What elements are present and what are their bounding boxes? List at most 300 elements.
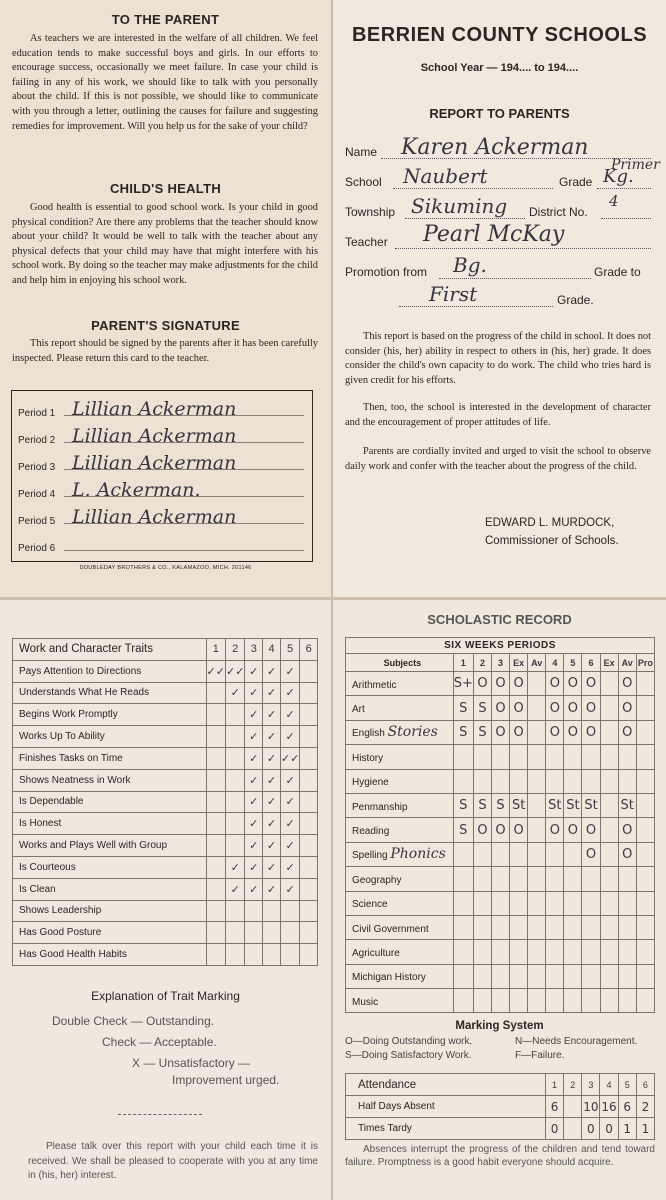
trait-mark: ✓ (245, 769, 263, 791)
signature: Lillian Ackerman (72, 398, 237, 420)
grade-cell (636, 891, 654, 915)
signature-text: This report should be signed by the parents after it has been carefully inspected. Please return this card to the teacher. (12, 338, 318, 364)
health-text: Good health is essential to good school work. Is your child in good physical condition? Are there any problems that the teacher should know about your child? It would be well to talk with the teacher about any physical defects that your child may have that might interfere with his school work. By doing so the teacher may make adjustments for the child and help him in enjoying his school work. (12, 202, 318, 286)
subject-name: English (352, 728, 385, 740)
period-label: Period 1 (18, 408, 56, 419)
grade-note: Primer (611, 157, 660, 173)
grade-cell (636, 867, 654, 891)
attendance-value: 16 (600, 1096, 618, 1118)
grade-cell: S (453, 720, 473, 744)
township-label: Township (345, 205, 396, 219)
trait-name: Understands What He Reads (13, 682, 207, 704)
trait-name: Works Up To Ability (13, 726, 207, 748)
promotion-to: First (429, 282, 478, 306)
trait-mark: ✓ (263, 813, 281, 835)
grade-cell (453, 964, 473, 988)
trait-mark (225, 944, 244, 966)
school-line (393, 188, 553, 189)
trait-mark (245, 900, 263, 922)
trait-row (13, 878, 318, 900)
attendance-value: 0 (582, 1118, 600, 1140)
grade-cell (528, 720, 546, 744)
grade-cell (636, 793, 654, 817)
grade-cell (473, 964, 491, 988)
grade-cell: O (564, 818, 582, 842)
grade-column-header: Pro (636, 654, 654, 672)
period-label: Period 5 (18, 516, 56, 527)
grade-cell (600, 964, 618, 988)
period-column-header: 4 (263, 639, 281, 661)
attendance-column-header: 3 (582, 1074, 600, 1096)
grade-cell (546, 891, 564, 915)
traits-table (12, 638, 318, 966)
period-column-header: 1 (206, 639, 225, 661)
explanation-x: X — Unsatisfactory — (132, 1056, 251, 1070)
grade-cell (564, 745, 582, 769)
grade-cell: O (492, 720, 510, 744)
attendance-label: Times Tardy (346, 1118, 546, 1140)
grade-cell: O (564, 672, 582, 696)
scholastic-title: SCHOLASTIC RECORD (427, 612, 572, 627)
subject-row (346, 915, 655, 939)
grade-cell: O (510, 818, 528, 842)
trait-mark (300, 769, 318, 791)
grade-cell (492, 891, 510, 915)
traits-footer: Please talk over this report with your child each time it is received. We shall be pleased to cooperate with you at any time in (his, her) interest. (28, 1141, 318, 1182)
trait-mark (300, 704, 318, 726)
grade-cell (636, 940, 654, 964)
explanation-check: Check — Acceptable. (102, 1035, 217, 1049)
grade-cell (492, 842, 510, 866)
grade-cell: St (564, 793, 582, 817)
trait-mark: ✓✓ (225, 660, 244, 682)
subject-row (346, 964, 655, 988)
grade-cell: O (582, 696, 600, 720)
signature-row (12, 476, 312, 503)
attendance-column-header: 4 (600, 1074, 618, 1096)
subject-name: Agriculture (352, 947, 400, 959)
trait-mark (263, 944, 281, 966)
district-line (601, 218, 651, 219)
trait-mark (300, 922, 318, 944)
attendance-value (564, 1096, 582, 1118)
trait-row (13, 769, 318, 791)
grade-column-header: 3 (492, 654, 510, 672)
grade-cell (618, 964, 636, 988)
attendance-header: Attendance (346, 1074, 546, 1096)
subjects-header: Subjects (346, 654, 454, 672)
grade-cell (510, 745, 528, 769)
trait-row (13, 682, 318, 704)
attendance-header-row (346, 1074, 655, 1096)
period-label: Period 6 (18, 543, 56, 554)
grade-cell: O (492, 672, 510, 696)
trait-mark: ✓ (263, 660, 281, 682)
grade-cell (600, 867, 618, 891)
grade-cell (564, 769, 582, 793)
teacher-label: Teacher (345, 235, 388, 249)
trait-mark: ✓✓ (206, 660, 225, 682)
trait-mark (206, 704, 225, 726)
grade-cell (528, 915, 546, 939)
trait-mark (225, 704, 244, 726)
grade-to-label: Grade to (594, 265, 641, 279)
cover-panel (333, 0, 666, 597)
grade-cell (564, 915, 582, 939)
trait-mark: ✓ (263, 747, 281, 769)
subject-name: Michigan History (352, 972, 426, 984)
grade-cell (473, 940, 491, 964)
trait-mark: ✓ (245, 878, 263, 900)
subject-cell (346, 891, 454, 915)
trait-mark (280, 944, 299, 966)
signature-row (12, 530, 312, 557)
attendance-column-header: 1 (545, 1074, 563, 1096)
trait-mark: ✓ (280, 704, 299, 726)
attendance-column-header: 6 (636, 1074, 654, 1096)
subject-cell (346, 769, 454, 793)
subject-cell (346, 696, 454, 720)
grade-cell (492, 964, 510, 988)
grade-cell (600, 915, 618, 939)
grade-cell (473, 891, 491, 915)
trait-row (13, 791, 318, 813)
trait-mark: ✓ (280, 682, 299, 704)
signature-line (64, 550, 304, 551)
grade-cell: O (546, 696, 564, 720)
trait-row (13, 944, 318, 966)
grade-cell (546, 964, 564, 988)
subject-row (346, 696, 655, 720)
subject-row (346, 793, 655, 817)
grade-cell (582, 915, 600, 939)
trait-mark (300, 660, 318, 682)
grade-cell (564, 842, 582, 866)
to-parent-text: As teachers we are interested in the welfare of all children. We feel education tends to make successful boys and girls. In our efforts to encourage success, occasionally we meet failure. In case your child is failing in any of his work, we should like to talk with you personally about the child. If this is not possible, we should like to communicate with you through a letter, outlining the causes for failure and suggesting remedies for improvement. Will you help us for the sake of your child? (12, 33, 318, 132)
attendance-value: 0 (600, 1118, 618, 1140)
grade-cell (473, 867, 491, 891)
subject-row (346, 940, 655, 964)
grade-cell (528, 745, 546, 769)
grade-cell (510, 891, 528, 915)
trait-mark (206, 769, 225, 791)
explanation-double-check: Double Check — Outstanding. (52, 1014, 215, 1028)
subject-cell (346, 720, 454, 744)
trait-row (13, 835, 318, 857)
grade-cell (528, 867, 546, 891)
grade-cell (473, 989, 491, 1013)
grade-cell: St (546, 793, 564, 817)
grade-cell: O (618, 842, 636, 866)
grade-cell (528, 964, 546, 988)
trait-mark (225, 813, 244, 835)
attendance-value: 2 (636, 1096, 654, 1118)
subject-row (346, 720, 655, 744)
grade-cell (618, 940, 636, 964)
grade-cell (453, 745, 473, 769)
grade-cell (582, 891, 600, 915)
grade-cell (636, 672, 654, 696)
trait-name: Has Good Health Habits (13, 944, 207, 966)
explanation-improvement: Improvement urged. (172, 1073, 280, 1087)
trait-row (13, 660, 318, 682)
grade-cell (473, 745, 491, 769)
period-column-header: 5 (280, 639, 299, 661)
grade-cell (564, 891, 582, 915)
grade-column-header: Av (618, 654, 636, 672)
grade-cell: O (618, 720, 636, 744)
teacher-value: Pearl McKay (423, 222, 565, 247)
trait-mark: ✓ (263, 791, 281, 813)
grade-cell (510, 842, 528, 866)
grade-cell: O (492, 818, 510, 842)
grade-cell (492, 867, 510, 891)
trait-mark: ✓ (263, 682, 281, 704)
trait-name: Shows Neatness in Work (13, 769, 207, 791)
grade-cell (582, 989, 600, 1013)
grade-cell: O (473, 672, 491, 696)
trait-mark (245, 922, 263, 944)
subject-name: Hygiene (352, 777, 389, 789)
trait-mark (225, 922, 244, 944)
grade-cell (528, 696, 546, 720)
period-column-header: 2 (225, 639, 244, 661)
trait-mark (300, 813, 318, 835)
subject-note: Phonics (390, 846, 446, 863)
trait-mark: ✓ (245, 813, 263, 835)
cover-para-3: Parents are cordially invited and urged to visit the school to observe daily work and confer with the teacher about the progress of the child. (345, 446, 651, 472)
grade-cell: O (582, 842, 600, 866)
attendance-row (346, 1096, 655, 1118)
grade-cell (564, 964, 582, 988)
mark-needs-encouragement: N—Needs Encouragement. (515, 1036, 638, 1047)
grade-column-header: 1 (453, 654, 473, 672)
trait-mark (206, 856, 225, 878)
grade-cell: St (618, 793, 636, 817)
grade-cell (618, 989, 636, 1013)
grade-cell (510, 915, 528, 939)
grade-cell: S (473, 696, 491, 720)
grade-cell (453, 867, 473, 891)
subject-cell (346, 745, 454, 769)
grade-cell: S (473, 793, 491, 817)
district-label: District No. (529, 205, 588, 219)
trait-name: Is Courteous (13, 856, 207, 878)
period-column-header: 6 (300, 639, 318, 661)
attendance-row (346, 1118, 655, 1140)
trait-mark: ✓ (225, 878, 244, 900)
trait-mark: ✓ (280, 791, 299, 813)
township-line (405, 218, 525, 219)
trait-mark (245, 944, 263, 966)
grade-cell: O (564, 696, 582, 720)
trait-mark: ✓ (245, 682, 263, 704)
teacher-line (395, 248, 651, 249)
grade-cell (582, 769, 600, 793)
grade-cell (618, 915, 636, 939)
trait-mark (225, 769, 244, 791)
grade-cell (564, 940, 582, 964)
trait-row (13, 726, 318, 748)
grade-column-header: 4 (546, 654, 564, 672)
mark-satisfactory: S—Doing Satisfactory Work. (345, 1050, 472, 1061)
trait-row (13, 813, 318, 835)
grade-cell (600, 940, 618, 964)
signature-title: PARENT'S SIGNATURE (91, 318, 240, 333)
grade-line (597, 188, 651, 189)
signature: L. Ackerman. (72, 479, 201, 501)
commissioner-name: EDWARD L. MURDOCK, (485, 517, 615, 529)
subject-row (346, 745, 655, 769)
trait-mark (206, 726, 225, 748)
grade-cell (528, 842, 546, 866)
trait-mark: ✓ (245, 726, 263, 748)
attendance-column-header: 5 (618, 1074, 636, 1096)
cover-para-2: Then, too, the school is interested in the development of character and the encouragement of proper attitudes of life. (345, 402, 651, 428)
to-parent-title: TO THE PARENT (111, 12, 220, 27)
subject-row (346, 891, 655, 915)
grade-cell (492, 989, 510, 1013)
grade-cell (453, 842, 473, 866)
trait-mark: ✓ (263, 726, 281, 748)
grade-cell (546, 745, 564, 769)
grade-cell (618, 769, 636, 793)
trait-mark: ✓ (280, 769, 299, 791)
grade-column-header: 6 (582, 654, 600, 672)
promotion-label: Promotion from (345, 265, 428, 279)
trait-mark: ✓ (263, 856, 281, 878)
grade-cell (528, 793, 546, 817)
subject-name: Art (352, 704, 365, 716)
trait-mark (206, 878, 225, 900)
grade-column-header: Ex (600, 654, 618, 672)
grade-cell (618, 867, 636, 891)
grade-cell: O (618, 696, 636, 720)
trait-mark (206, 747, 225, 769)
printer-imprint: DOUBLEDAY BROTHERS & CO., KALAMAZOO, MICH. 201146 (79, 565, 252, 571)
subject-row (346, 818, 655, 842)
grade-cell (582, 940, 600, 964)
trait-mark: ✓ (263, 704, 281, 726)
report-title: REPORT TO PARENTS (429, 106, 570, 121)
grade-cell (582, 964, 600, 988)
trait-name: Shows Leadership (13, 900, 207, 922)
signature: Lillian Ackerman (72, 425, 237, 447)
signature-row (12, 503, 312, 530)
trait-mark (300, 856, 318, 878)
subject-cell (346, 867, 454, 891)
grade-cell (492, 940, 510, 964)
trait-mark: ✓ (245, 856, 263, 878)
grade-cell (546, 915, 564, 939)
grade-cell: O (473, 818, 491, 842)
grade-cell (600, 842, 618, 866)
subject-name: History (352, 752, 384, 764)
trait-mark: ✓ (263, 769, 281, 791)
grade-cell (600, 720, 618, 744)
trait-mark (263, 900, 281, 922)
grade-cell (564, 867, 582, 891)
trait-mark: ✓ (245, 747, 263, 769)
promotion-line (439, 278, 591, 279)
trait-mark: ✓ (280, 856, 299, 878)
grade-cell: S (492, 793, 510, 817)
period-column-header: 3 (245, 639, 263, 661)
grade-cell (564, 989, 582, 1013)
trait-mark: ✓ (263, 835, 281, 857)
subject-cell (346, 818, 454, 842)
grade-cell (636, 964, 654, 988)
grade-cell (510, 867, 528, 891)
trait-mark: ✓ (245, 660, 263, 682)
grade-cell: S+ (453, 672, 473, 696)
trait-mark (206, 682, 225, 704)
grade-cell (636, 745, 654, 769)
commissioner-title: Commissioner of Schools. (485, 535, 619, 547)
trait-mark (206, 813, 225, 835)
trait-name: Pays Attention to Directions (13, 660, 207, 682)
subject-row (346, 842, 655, 866)
trait-mark (225, 726, 244, 748)
grade-column-header: 5 (564, 654, 582, 672)
grade-cell (510, 769, 528, 793)
grade-cell (473, 915, 491, 939)
attendance-label: Half Days Absent (346, 1096, 546, 1118)
grade-cell (453, 891, 473, 915)
grade-cell: St (510, 793, 528, 817)
trait-mark (300, 878, 318, 900)
grade-cell (600, 672, 618, 696)
periods-title-row (346, 638, 655, 654)
grade-cell (582, 745, 600, 769)
promotion-to-line (399, 306, 553, 307)
attendance-value: 1 (618, 1118, 636, 1140)
trait-mark: ✓ (280, 813, 299, 835)
grade-cell (600, 696, 618, 720)
grade-cell (510, 989, 528, 1013)
grade-cell (546, 867, 564, 891)
grade-cell: O (510, 672, 528, 696)
grade-cell: O (618, 818, 636, 842)
trait-name: Works and Plays Well with Group (13, 835, 207, 857)
periods-title: SIX WEEKS PERIODS (346, 638, 655, 654)
trait-row (13, 922, 318, 944)
trait-mark (300, 726, 318, 748)
trait-mark: ✓ (245, 835, 263, 857)
grade-cell (473, 842, 491, 866)
subject-cell (346, 964, 454, 988)
traits-header: Work and Character Traits (13, 639, 207, 661)
grade-cell (600, 745, 618, 769)
trait-mark (300, 682, 318, 704)
trait-mark: ✓ (225, 682, 244, 704)
subject-cell (346, 672, 454, 696)
trait-row (13, 747, 318, 769)
trait-mark (225, 791, 244, 813)
trait-mark (300, 747, 318, 769)
subject-name: Reading (352, 826, 390, 838)
attendance-value: 6 (545, 1096, 563, 1118)
subject-name: Geography (352, 874, 402, 886)
trait-mark (206, 922, 225, 944)
trait-name: Is Dependable (13, 791, 207, 813)
grade-cell (473, 769, 491, 793)
grade-cell: S (453, 696, 473, 720)
promotion-from: Bg. (453, 253, 487, 277)
trait-mark (206, 835, 225, 857)
trait-mark (225, 900, 244, 922)
grade-cell: O (510, 720, 528, 744)
